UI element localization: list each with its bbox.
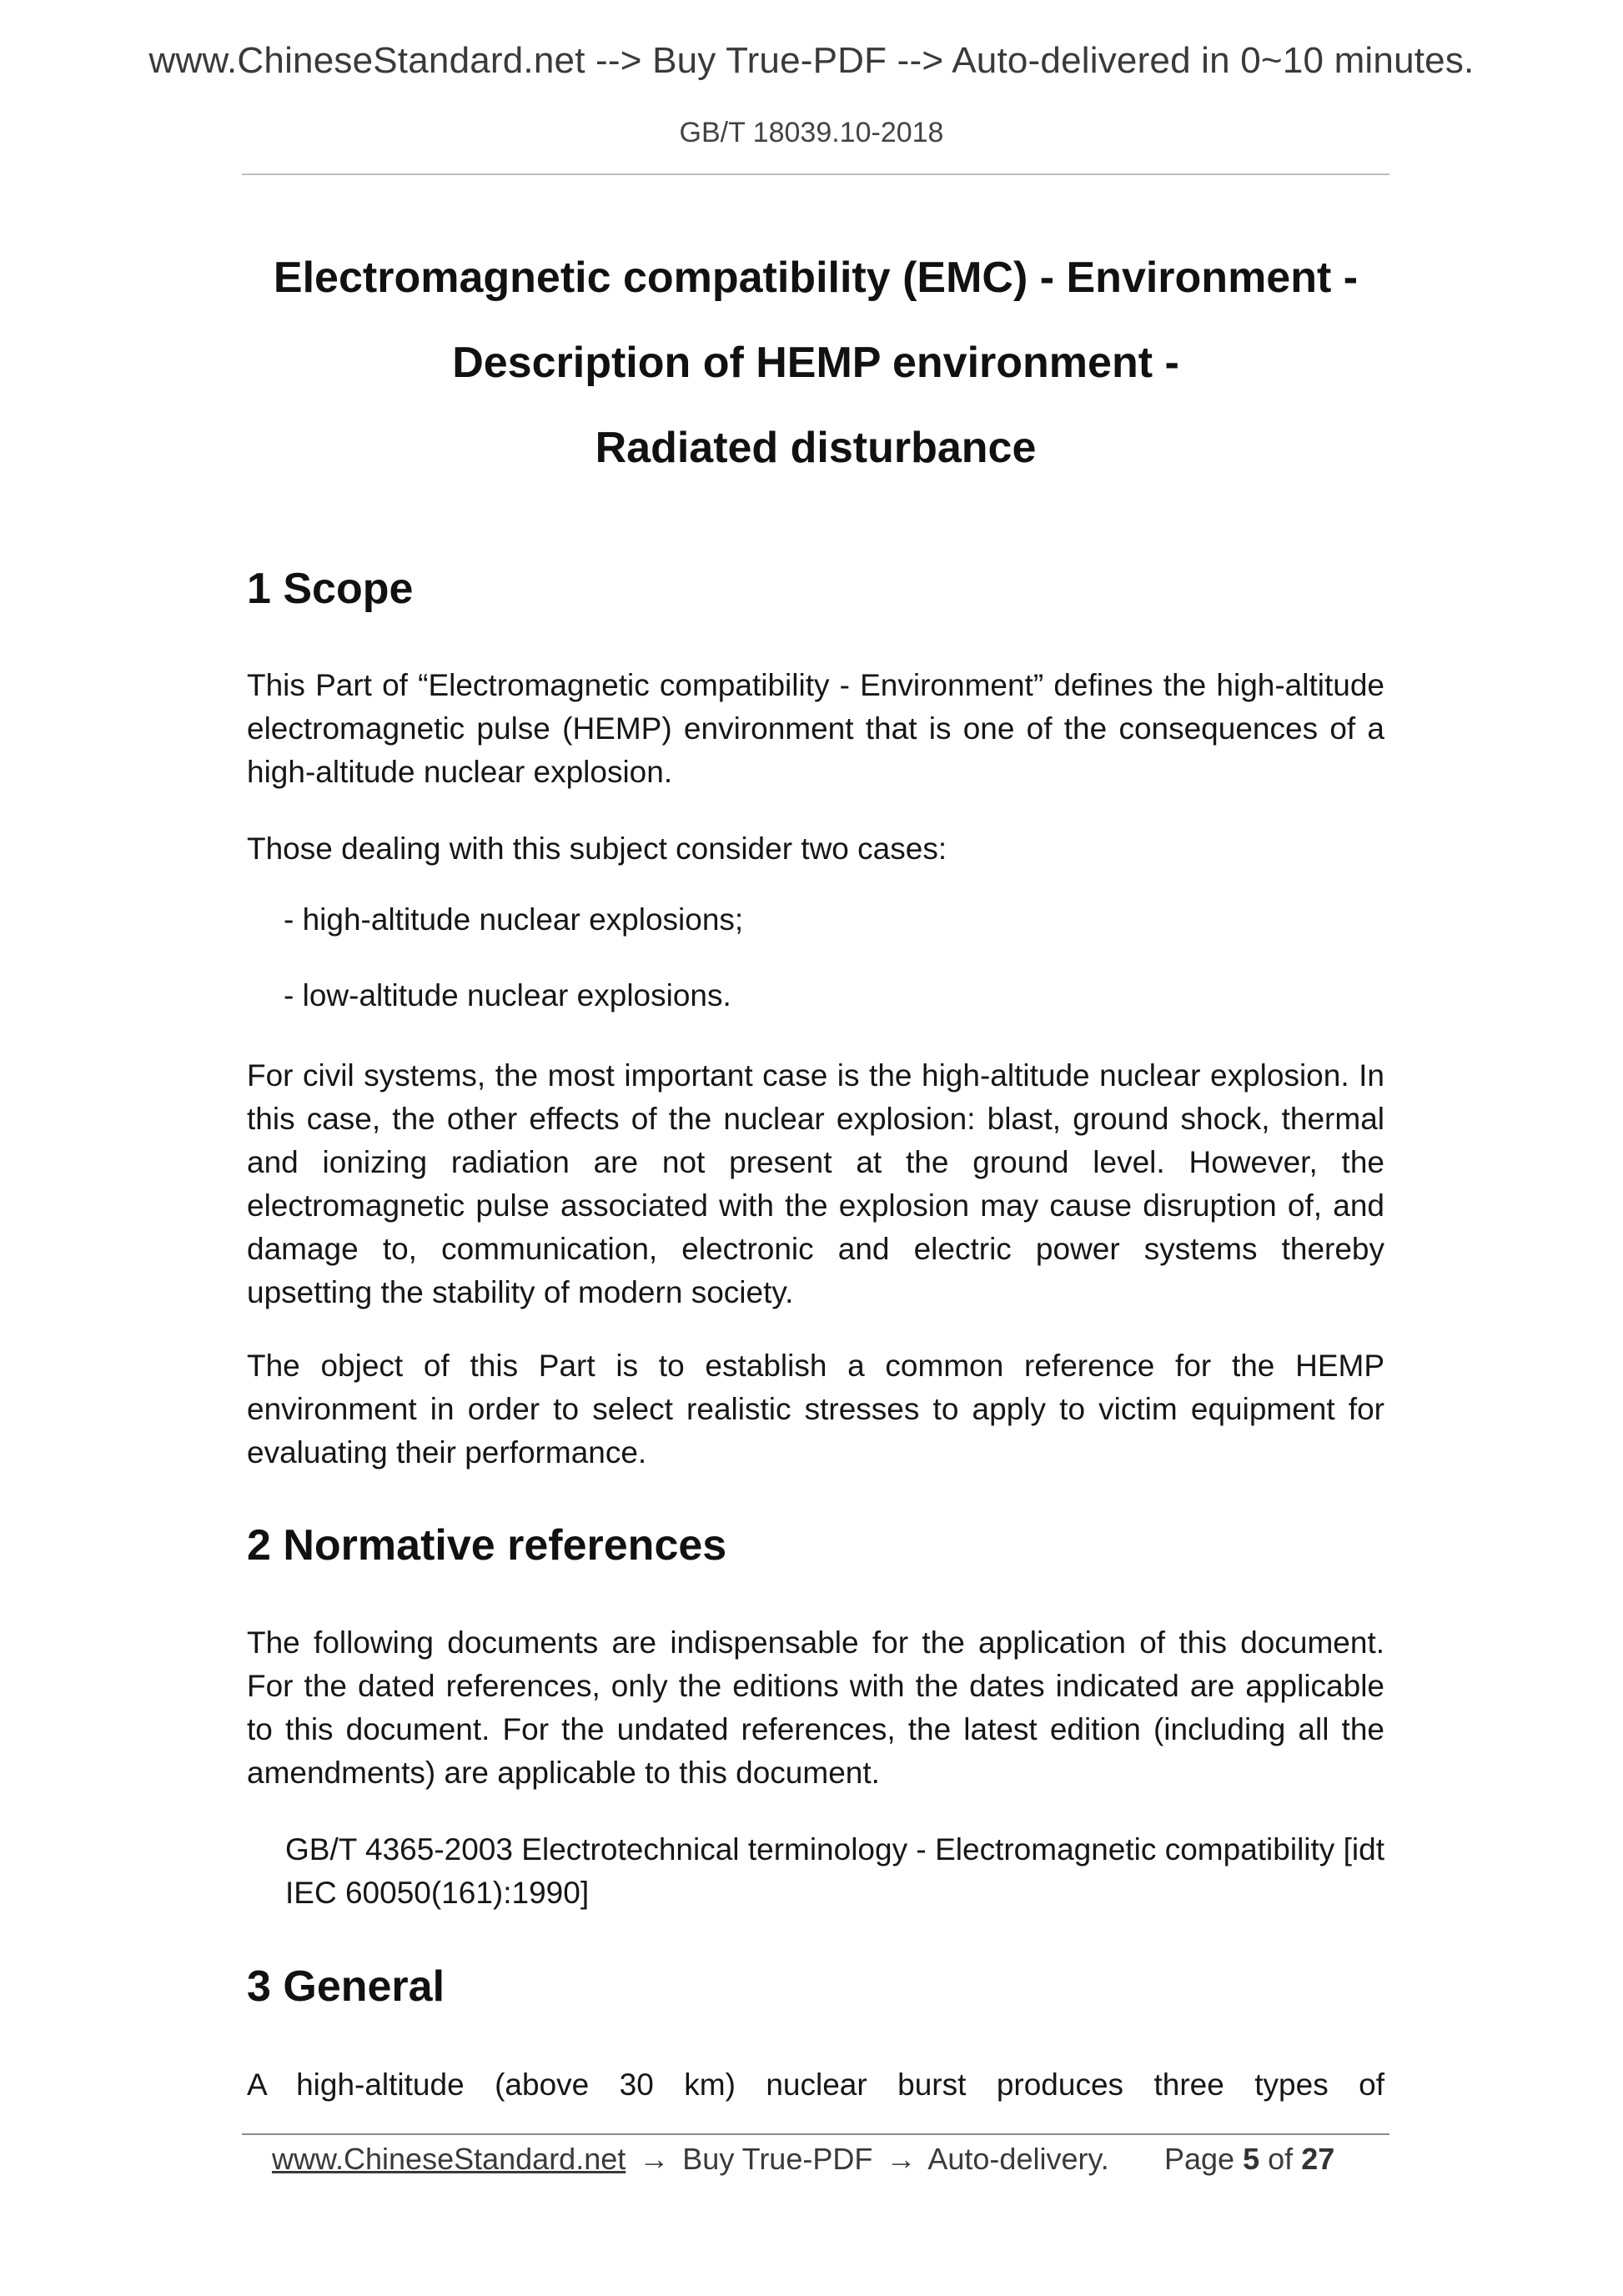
paragraph-text: The following documents are indispensable for the application of this document. For the dated references, only the editions with the dates indicated are applicable to this document. For the undated references, the latest edition (including all the amendments) are applicable to this document.: [247, 1625, 1384, 1790]
paragraph-text: A high-altitude (above 30 km) nuclear burst produces three types of: [247, 2067, 1384, 2102]
paragraph-text: For civil systems, the most important case is the high-altitude nuclear explosion. In this case, the other effects of the nuclear explosion: blast, ground shock, thermal and ionizing radiation are not present at the ground level. However, the electromagnetic pulse associated with the explosion may cause disruption of, and damage to, communication, electronic and electric power systems thereby upsetting the stability of modern society.: [247, 1058, 1384, 1309]
page-current: 5: [1243, 2142, 1260, 2176]
paragraph-text: This Part of “Electromagnetic compatibility - Environment” defines the high-altitude electromagnetic pulse (HEMP) environment that is one of the consequences of a high-altitude nuclear explosion.: [247, 668, 1384, 789]
paragraph-text: The object of this Part is to establish a common reference for the HEMP environment in order to select realistic stresses to apply to victim equipment for evaluating their performance.: [247, 1349, 1384, 1470]
section-heading-general: 3 General: [247, 1962, 445, 2011]
scope-paragraph-1: [247, 664, 1384, 794]
site-banner: www.ChineseStandard.net --> Buy True-PDF --> Auto-delivered in 0~10 minutes.: [148, 40, 1475, 81]
right-arrow-icon: →: [886, 2142, 917, 2176]
section-heading-scope: 1 Scope: [247, 565, 414, 613]
list-item: - high-altitude nuclear explosions;: [284, 902, 744, 937]
reference-text: GB/T 4365-2003 Electrotechnical terminology - Electromagnetic compatibility [idt IEC 60050(161):1990]: [285, 1832, 1384, 1910]
paragraph-text: Those dealing with this subject consider two cases:: [247, 831, 947, 866]
page-total: 27: [1301, 2142, 1335, 2176]
scope-paragraph-4: [247, 1344, 1384, 1475]
title-line-3: Radiated disturbance: [595, 424, 1037, 472]
section-heading-normative-references: 2 Normative references: [247, 1521, 727, 1570]
right-arrow-icon: →: [639, 2142, 670, 2176]
scope-paragraph-3: [247, 1054, 1384, 1314]
footer-site-link[interactable]: www.ChineseStandard.net: [272, 2142, 626, 2176]
list-item: - low-altitude nuclear explosions.: [284, 978, 731, 1012]
general-paragraph-1: [247, 2063, 1384, 2107]
title-line-2: Description of HEMP environment -: [452, 339, 1179, 387]
normative-paragraph-1: [247, 1621, 1384, 1795]
document-title: [242, 235, 1389, 490]
scope-paragraph-2: [247, 827, 1384, 871]
footer-buy-text: Buy True-PDF: [682, 2142, 873, 2176]
page-number: [1164, 2142, 1334, 2177]
reference-item: [285, 1828, 1384, 1915]
footer-divider: [242, 2133, 1389, 2135]
footer-delivery-text: Auto-delivery.: [927, 2142, 1109, 2176]
title-line-1: Electromagnetic compatibility (EMC) - Environment -: [273, 254, 1359, 302]
header-divider: [242, 173, 1389, 175]
page-label: Page: [1164, 2142, 1235, 2176]
page-footer: [272, 2142, 1356, 2177]
page-of: of: [1268, 2142, 1294, 2176]
document-code: GB/T 18039.10-2018: [679, 117, 944, 148]
